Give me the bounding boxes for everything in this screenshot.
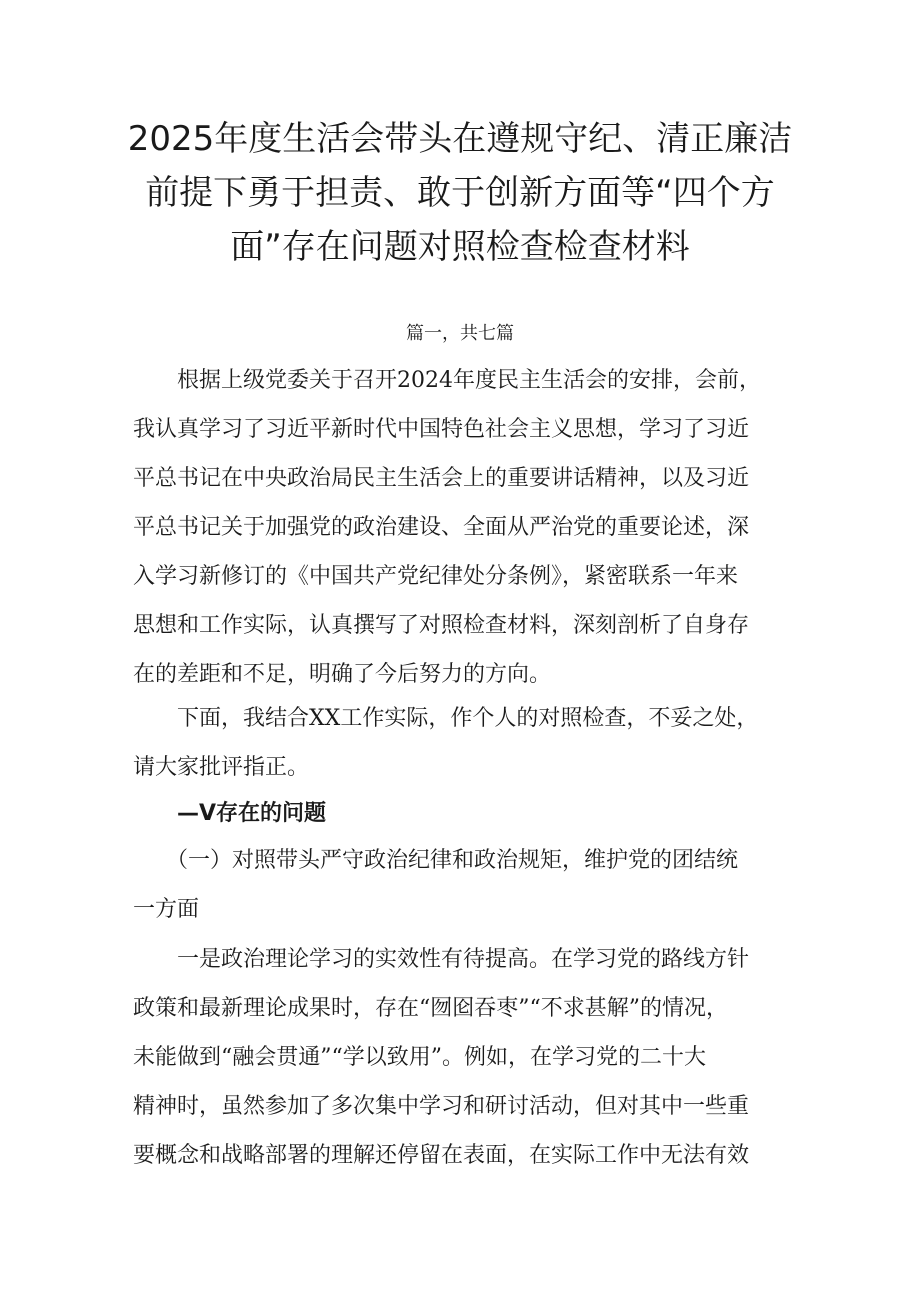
text-line: 我认真学习了习近平新时代中国特色社会主义思想，学习了习近 bbox=[133, 417, 750, 442]
text-line: 入学习新修订的《中国共产党纪律处分条例》，紧密联系一年来 bbox=[133, 564, 739, 589]
text-line: 精神时，虽然参加了多次集中学习和研讨活动，但对其中一些重 bbox=[133, 1094, 750, 1119]
subsection-heading bbox=[133, 836, 793, 934]
title-line: 前提下勇于担责、敢于创新方面等“四个方 bbox=[145, 173, 775, 213]
intro-paragraph bbox=[133, 356, 793, 699]
text-line: 政策和最新理论成果时，存在“囫囵吞枣”“不求甚解”的情况， bbox=[133, 996, 728, 1021]
document-subtitle: 篇一，共七篇 bbox=[406, 323, 514, 344]
text-line: 平总书记关于加强党的政治建设、全面从严治党的重要论述，深 bbox=[133, 515, 750, 540]
text-line: 一是政治理论学习的实效性有待提高。在学习党的路线方针 bbox=[133, 947, 750, 972]
text-line: 一方面 bbox=[133, 897, 200, 922]
text-line: 根据上级党委关于召开2024年度民主生活会的安排，会前， bbox=[133, 368, 761, 393]
text-line: 思想和工作实际，认真撰写了对照检查材料，深刻剖析了自身存 bbox=[133, 613, 750, 638]
text-line: 下面，我结合XX工作实际，作个人的对照检查，不妥之处， bbox=[133, 706, 759, 731]
text-line: （一）对照带头严守政治纪律和政治规矩，维护党的团结统 bbox=[133, 848, 739, 873]
text-line: 请大家批评指正。 bbox=[133, 755, 310, 780]
text-line: 要概念和战略部署的理解还停留在表面，在实际工作中无法有效 bbox=[133, 1143, 750, 1168]
title-line: 2025年度生活会带头在遵规守纪、清正廉洁 bbox=[127, 119, 793, 159]
text-line: 平总书记在中央政治局民主生活会上的重要讲话精神，以及习近 bbox=[133, 466, 750, 491]
title-line: 面”存在问题对照检查检查材料 bbox=[230, 227, 690, 267]
section-heading: —V存在的问题 bbox=[177, 801, 327, 826]
text-line: 在的差距和不足，明确了今后努力的方向。 bbox=[133, 662, 552, 687]
body-paragraph bbox=[133, 935, 793, 1180]
document-title bbox=[100, 112, 820, 274]
text-line: 未能做到“融会贯通”“学以致用”。例如，在学习党的二十大 bbox=[133, 1045, 706, 1070]
second-paragraph bbox=[133, 694, 793, 792]
